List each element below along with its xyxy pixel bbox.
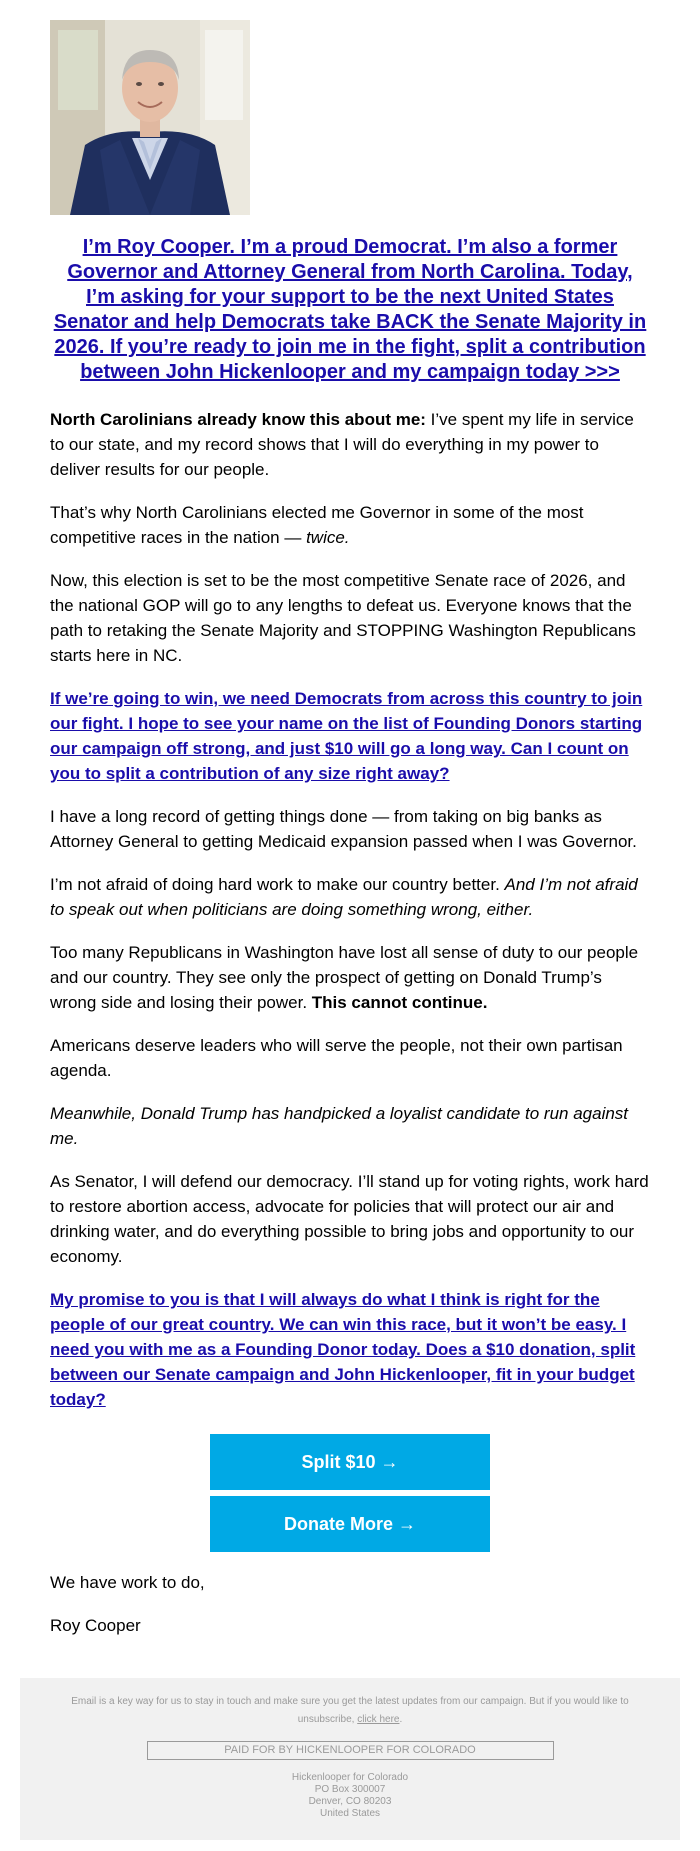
donate-more-button[interactable]: Donate More → [210,1496,490,1552]
button-group [50,1434,650,1552]
republicans-text: Too many Republicans in Washington have lost all sense of duty to our people and our country. They see only the prospect of getting on Donald Trump’s wrong side and losing their power. [50,943,639,1012]
donate-link-2[interactable]: My promise to you is that I will always do what I think is right for the people of our great country. We can win this race, but it won’t be easy. I need you with me as a Founding Donor today. Does a $10 donation, split between our Senate campaign and John Hickenlooper, fit in your budget today? [50,1290,636,1409]
headline-link[interactable] [50,235,650,385]
hard-work-text: I’m not afraid of doing hard work to make our country better. [50,875,505,894]
donate-link-1[interactable]: If we’re going to win, we need Democrats from across this country to join our fight. I hope to see your name on the list of Founding Donors starting our campaign off strong, and just $10 will go a long way. Can I count on you to split a contribution of any size right away? [50,689,643,783]
unsubscribe-link[interactable]: click here [357,1714,400,1725]
intro-text: I’ve spent my life in service to our state, and my record shows that I will do everything in my power to deliver results for our people. [50,410,634,479]
split-10-button[interactable]: Split $10 → [210,1434,490,1490]
paragraph-republicans [50,940,650,1015]
address-org: Hickenlooper for Colorado [291,1772,409,1783]
republicans-bold: This cannot continue. [311,993,488,1012]
paragraph-senator: As Senator, I will defend our democracy. I’ll stand up for voting rights, work hard to restore abortion access, advocate for policies that will protect our air and drinking water, and do everything possible to bring jobs and opportunity to our economy. [50,1172,649,1266]
signature-name: Roy Cooper [50,1616,141,1635]
paragraph-meanwhile [50,1101,650,1151]
address-box: PO Box 300007 [314,1784,386,1795]
paragraph-hard-work [50,872,650,922]
paragraph-americans: Americans deserve leaders who will serve the people, not their own partisan agenda. [50,1036,623,1080]
paragraph-intro [50,407,650,482]
signoff-line: We have work to do, [50,1573,205,1592]
address-block [70,1772,630,1820]
donate-link-paragraph-2[interactable] [50,1287,650,1412]
footer-disclaimer [70,1693,630,1729]
candidate-photo [50,20,250,215]
paragraph-record: I have a long record of getting things done — from taking on big banks as Attorney General to getting Medicaid expansion passed when I was Governor. [50,807,637,851]
paid-for-box: PAID FOR BY HICKENLOOPER FOR COLORADO [147,1741,554,1760]
candidate-portrait-illustration [50,20,250,215]
address-country: United States [319,1808,381,1819]
footer-text: Email is a key way for us to stay in touch and make sure you get the latest updates from our campaign. But if you would like to unsubscribe, [71,1696,629,1725]
email-footer [20,1678,680,1840]
meanwhile-italic: Meanwhile, Donald Trump has handpicked a loyalist candidate to run against me. [50,1104,629,1148]
hard-work-italic: And I’m not afraid to speak out when politicians are doing something wrong, either. [50,875,638,919]
intro-bold: North Carolinians already know this about me: [50,410,426,429]
paragraph-election: Now, this election is set to be the most competitive Senate race of 2026, and the national GOP will go to any lengths to defeat us. Everyone knows that the path to retaking the Senate Majority and STOPPING Washington Republicans starts here in NC. [50,571,636,665]
headline-link-text[interactable]: I’m Roy Cooper. I’m a proud Democrat. I’m also a former Governor and Attorney General from North Carolina. Today, I’m asking for your support to be the next United States Senator and help Democrats take BACK the Senate Majority in 2026. If you’re ready to join me in the fight, split a contribution between John Hickenlooper and my campaign today >>> [53,236,647,383]
donate-link-paragraph-1[interactable] [50,686,650,786]
footer-period: . [399,1714,403,1725]
address-city: Denver, CO 80203 [308,1796,392,1807]
paragraph-elected [50,500,650,550]
elected-text: That’s why North Carolinians elected me Governor in some of the most competitive races in the nation — [50,503,584,547]
elected-italic: twice. [306,528,350,547]
